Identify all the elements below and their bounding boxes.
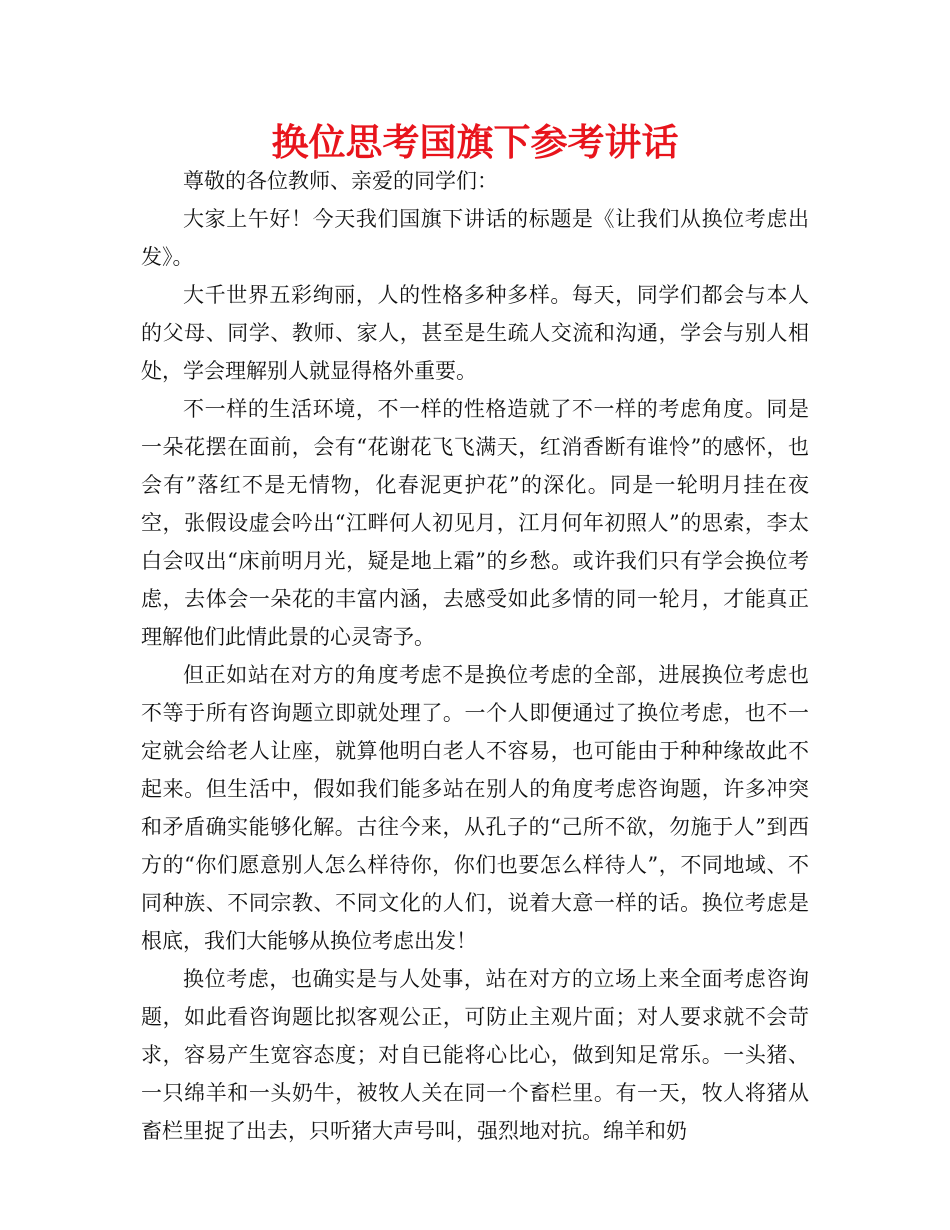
document-body [141, 162, 809, 1150]
body-paragraph: 换位考虑，也确实是与人处事，站在对方的立场上来全面考虑咨询题，如此看咨询题比拟客观公正，可防止主观片面；对人要求就不会苛求，容易产生宽容态度；对自已能将心比心，做到知足常乐。一头猪、一只绵羊和一头奶牛，被牧人关在同一个畜栏里。有一天，牧人将猪从畜栏里捉了出去，只听猪大声号叫，强烈地对抗。绵羊和奶 [141, 967, 809, 1143]
greeting-paragraph: 大家上午好！今天我们国旗下讲话的标题是《让我们从换位考虑出发》。 [141, 207, 809, 269]
salutation-paragraph: 尊敬的各位教师、亲爱的同学们： [183, 169, 498, 193]
body-paragraph: 不一样的生活环境，不一样的性格造就了不一样的考虑角度。同是一朵花摆在面前，会有“花谢花飞飞满天，红消香断有谁怜”的感怀，也会有”落红不是无情物，化春泥更护花”的深化。同是一轮明月挂在夜空，张假设虚会吟出“江畔何人初见月，江月何年初照人”的思索，李太白会叹出“床前明月光，疑是地上霜”的乡愁。或许我们只有学会换位考虑，去体会一朵花的丰富内涵，去感受如此多情的同一轮月，才能真正理解他们此情此景的心灵寄予。 [141, 397, 809, 649]
body-paragraph: 大千世界五彩绚丽，人的性格多种多样。每天，同学们都会与本人的父母、同学、教师、家人，甚至是生疏人交流和沟通，学会与别人相处，学会理解别人就显得格外重要。 [141, 283, 809, 383]
body-paragraph: 但正如站在对方的角度考虑不是换位考虑的全部，进展换位考虑也不等于所有咨询题立即就处理了。一个人即便通过了换位考虑，也不一定就会给老人让座，就算他明白老人不容易，也可能由于种种缘故此不起来。但生活中，假如我们能多站在别人的角度考虑咨询题，许多冲突和矛盾确实能够化解。古往今来，从孔子的“己所不欲，勿施于人”到西方的“你们愿意别人怎么样待你，你们也要怎么样待人”，不同地域、不同种族、不同宗教、不同文化的人们，说着大意一样的话。换位考虑是根底，我们大能够从换位考虑出发！ [141, 663, 809, 953]
document-title: 换位思考国旗下参考讲话 [271, 121, 679, 164]
